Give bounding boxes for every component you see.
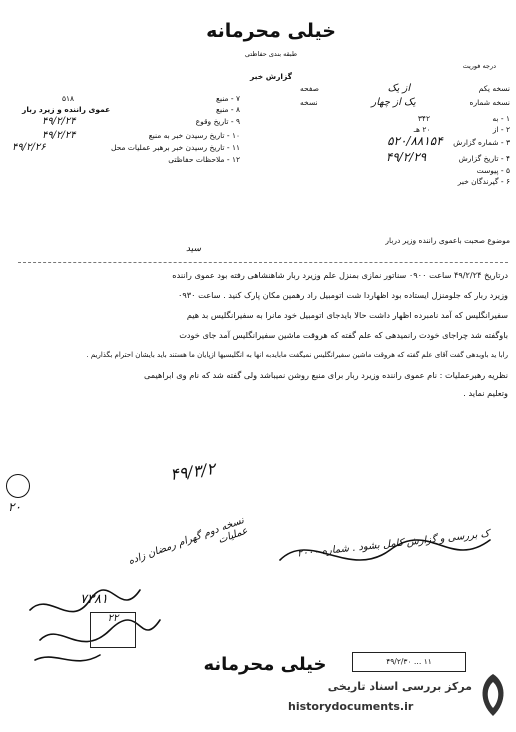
handwritten-date: ۴۹/۳/۲ bbox=[168, 458, 217, 485]
handwritten-code: ۷۳۸۱ bbox=[80, 592, 108, 607]
body-line: وتعلیم نماید . bbox=[463, 388, 508, 398]
right-fields bbox=[300, 84, 510, 188]
field-event-date: ۹ - تاریخ وقوع ۴۹/۲/۲۴ bbox=[42, 116, 240, 127]
field-received-leader-date: ۱۱ - تاریخ رسیدن خبر برهبر عملیات محل ۴۹/۲/۲۶ bbox=[12, 142, 240, 153]
watermark-website: historydocuments.ir bbox=[288, 700, 414, 713]
field-to: ۱ - به ۳۴۲ bbox=[417, 114, 510, 123]
signature-scribble-right bbox=[270, 520, 500, 590]
subject-divider bbox=[18, 262, 508, 263]
field-from: ۲ - از ۲۰ هـ bbox=[413, 125, 510, 134]
field-received-source-date: ۱۰ - تاریخ رسیدن خبر به منبع ۴۹/۲/۲۴ bbox=[42, 130, 240, 141]
field-security-notes: ۱۲ - ملاحظات حفاظتی bbox=[168, 155, 240, 164]
margin-mark: ۲۰ bbox=[8, 500, 21, 514]
body-line: سفیرانگلیس که آمد نامبرده اظهار داشت حالا بایدجای اتومبیل خود مانرا به سفیرانگلیس بد هیم bbox=[186, 310, 508, 320]
classification-subtitle: طبقه بندی حفاظتی bbox=[244, 50, 298, 58]
subject-stamp: سید bbox=[186, 244, 201, 254]
field-report-date: ۴ - تاریخ گزارش ۴۹/۲/۲۹ bbox=[385, 150, 510, 164]
body-line: باوگفته شد چراجای خودت رانمیدهی که علم گفته که هروقت ماشین سفیرانگلیس آمد جای خودت bbox=[179, 330, 508, 340]
report-type: گزارش خبر bbox=[249, 72, 292, 81]
field-recipients: ۶ - گیرندگان خبر bbox=[457, 177, 510, 186]
field-source-2: ۸ - منبع عموی راننده و زیرد ربار bbox=[22, 105, 240, 114]
signature-box: ۲۲ bbox=[90, 612, 136, 648]
report-body bbox=[20, 268, 508, 402]
field-attachment: ۵ - پیوست bbox=[476, 166, 510, 175]
watermark-text: مرکز بررسی اسناد تاریخی bbox=[327, 680, 472, 693]
body-line: رابا ید باوبدهی گفت آقای علم گفته که هروقت ماشین سفیرانگلیس نمیگفت مابایدبه انها به انگلیسیها ازپایان ما هستند باید بایشان احترام بگذاریم . bbox=[86, 351, 508, 359]
subject-line: موضوع صحبت باعموی راننده وزیر دربار bbox=[385, 236, 510, 245]
watermark-logo bbox=[474, 672, 512, 718]
field-copy: نسخه یکم از یک صفحه bbox=[300, 83, 510, 94]
left-fields bbox=[12, 94, 240, 166]
body-line: درتاریخ ۴۹/۲/۲۴ ساعت ۰۹۰۰ سناتور نمازی بمنزل علم وزیرد ربار شاهنشاهی رفته بود عموی راننده bbox=[172, 270, 508, 280]
document-title: خیلی محرمانه bbox=[206, 20, 336, 42]
field-copy-number: نسخه شماره یک از چهار نسخه bbox=[300, 97, 510, 108]
footer-title: خیلی محرمانه bbox=[203, 654, 327, 675]
body-line: نظریه رهبرعملیات : نام عموی راننده وزیرد ربار برای منبع روشن نمیباشد ولی گفته شد که نام وی ابراهیمی bbox=[143, 370, 508, 380]
field-source-1: ۷ - منبع ۵۱۸ bbox=[62, 94, 240, 103]
handwritten-left-note: نسخه دوم گهرام رمضان زاده عملیات bbox=[126, 515, 250, 568]
handwritten-right-note: ک بررسی و گزارش کامل بشود . شماره ۲۰۰۰ bbox=[296, 528, 490, 560]
footer-stamp: ۴۹/۲/۳۰ … ۱۱ bbox=[352, 652, 466, 672]
field-report-number: ۳ - شماره گزارش ۵۲۰/۸۸۱۵۴ bbox=[387, 134, 510, 148]
margin-circle-mark bbox=[6, 474, 30, 498]
body-line: وزیرد ربار که جلومنزل ایستاده بود اظهاردا شت اتومبیل راد رهمین مکان پارک کنید . ساعت ۰۹۳۰ bbox=[177, 290, 508, 300]
priority-label: درجه فوریت bbox=[462, 62, 496, 70]
